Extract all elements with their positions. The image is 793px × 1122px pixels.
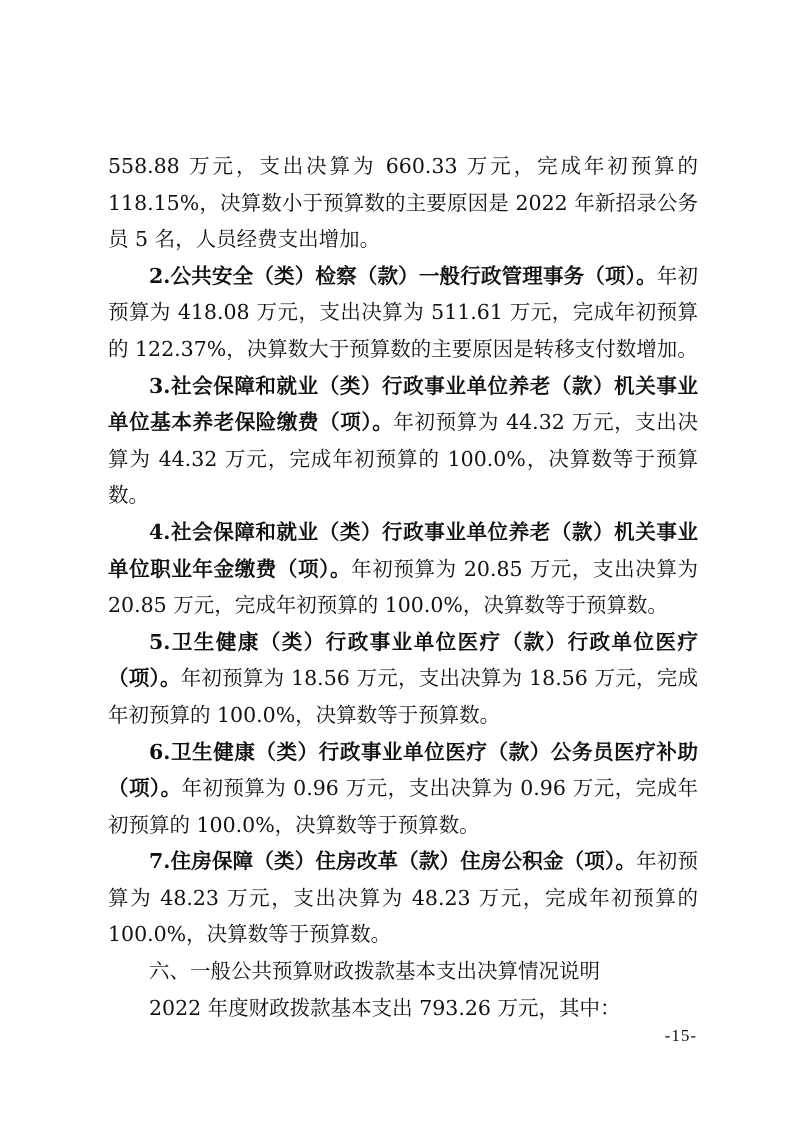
item-text: 年初预算为 418.08 万元，支出决算为 511.61 万元，完成年初预算的 122.37%，决算数大于预算数的主要原因是转移支付数增加。 [108, 263, 698, 361]
item-text: 年初预算为 18.56 万元，支出决算为 18.56 万元，完成年初预算的 100.0%，决算数等于预算数。 [108, 666, 698, 727]
item-heading: 2.公共安全（类）检察（款）一般行政管理事务（项）。 [149, 263, 657, 288]
paragraph-final: 2022 年度财政拨款基本支出 793.26 万元，其中： [149, 995, 621, 1020]
item-heading: 4.社会保障和就业（类）行政事业单位养老（款）机关事业单位职业年金缴费（项）。 [108, 519, 698, 581]
item-text: 年初预算为 44.32 万元，支出决算为 44.32 万元，完成年初预算的 100.0%，决算数等于预算数。 [108, 410, 698, 508]
page-number: -15- [664, 1026, 697, 1045]
item-heading: 7.住房保障（类）住房改革（款）住房公积金（项）。 [149, 849, 637, 874]
paragraph-item-5 [108, 624, 698, 734]
section-heading: 六、一般公共预算财政拨款基本支出决算情况说明 [149, 959, 600, 984]
document-body [108, 148, 698, 1026]
item-text: 年初预算为 48.23 万元，支出决算为 48.23 万元，完成年初预算的 100.0%，决算数等于预算数。 [108, 849, 698, 947]
paragraph-item-7 [108, 843, 698, 953]
paragraph-item-3 [108, 368, 698, 514]
item-heading: 5.卫生健康（类）行政事业单位医疗（款）行政单位医疗（项）。 [108, 629, 698, 691]
paragraph-item-2 [108, 258, 698, 368]
paragraph-item-6 [108, 734, 698, 844]
paragraph-item-4 [108, 514, 698, 624]
paragraph-continuation [108, 148, 698, 258]
item-heading: 3.社会保障和就业（类）行政事业单位养老（款）机关事业单位基本养老保险缴费（项）。 [108, 373, 698, 435]
item-heading: 6.卫生健康（类）行政事业单位医疗（款）公务员医疗补助（项）。 [108, 739, 698, 801]
item-text: 年初预算为 0.96 万元，支出决算为 0.96 万元，完成年初预算的 100.0%，决算数等于预算数。 [108, 776, 699, 837]
paragraph-text: 558.88 万元，支出决算为 660.33 万元，完成年初预算的 118.15%，决算数小于预算数的主要原因是 2022 年新招录公务员 5 名，人员经费支出增加。 [108, 154, 698, 252]
item-text: 年初预算为 20.85 万元，支出决算为 20.85 万元，完成年初预算的 100.0%，决算数等于预算数。 [108, 556, 698, 618]
